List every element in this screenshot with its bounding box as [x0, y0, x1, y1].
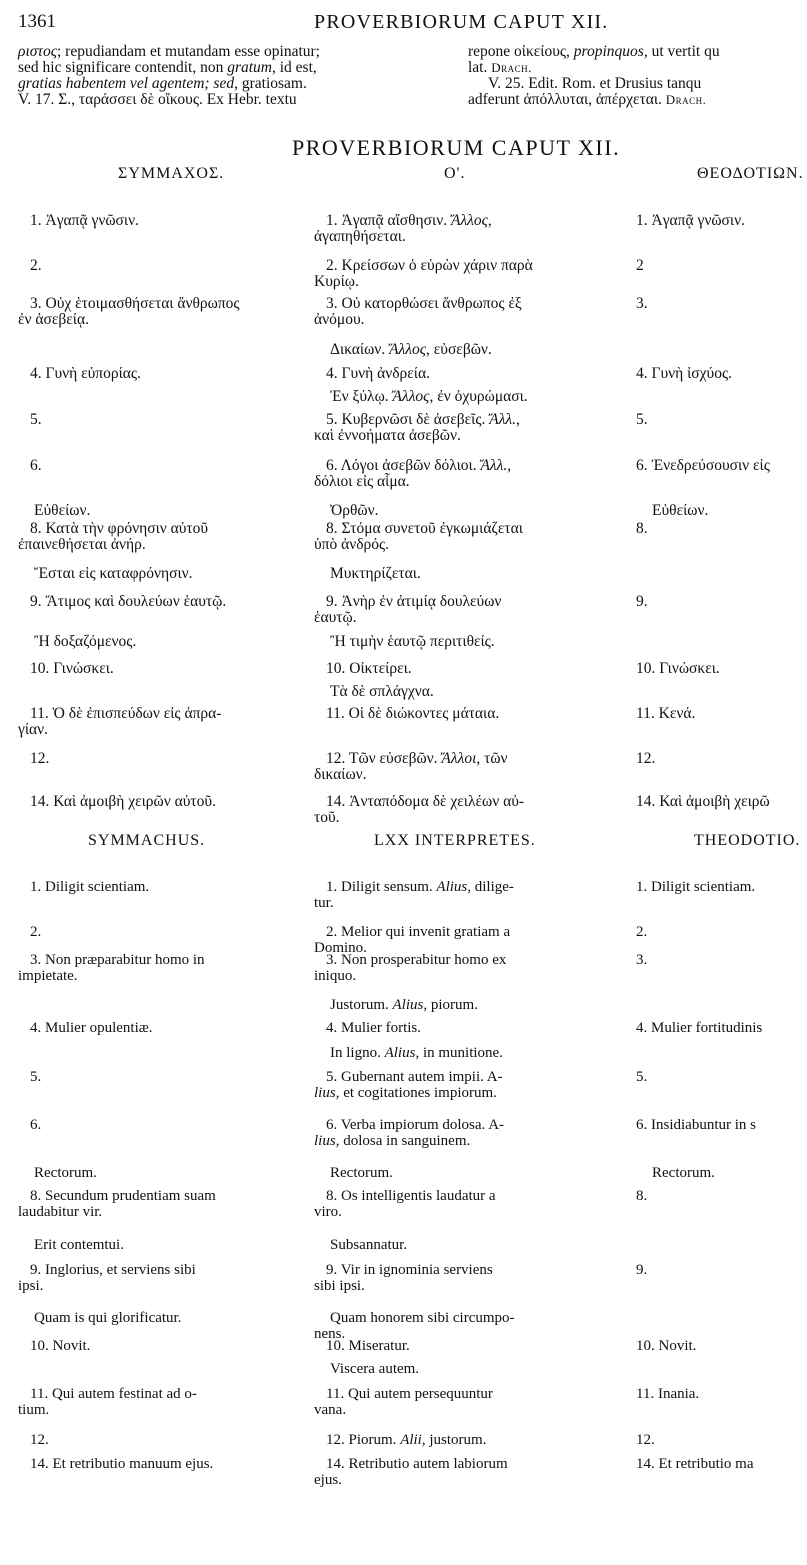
latin-theodotion-entry: [636, 1456, 753, 1472]
entry-line: 14. Καὶ ἀμοιβὴ χειρῶν αὐτοῦ.: [30, 793, 216, 810]
greek-lxx-entry: [314, 566, 421, 582]
greek-theodotion-entry: [636, 661, 720, 677]
entry-line: 9. Inglorius, et serviens sibi: [30, 1262, 196, 1278]
greek-symmachus-entry: [18, 503, 90, 519]
latin-lxx-entry: [314, 1117, 504, 1149]
greek-lxx-entry: [314, 684, 434, 700]
greek-lxx-entry: [314, 412, 520, 444]
alius-italic: lius: [314, 1133, 336, 1149]
entry-line: 12.: [30, 750, 50, 767]
greek-lxx-entry: [314, 503, 379, 519]
entry-text: , εὐσεβῶν.: [426, 341, 492, 358]
entry-line: [314, 1085, 503, 1101]
entry-line: ipsi.: [18, 1278, 44, 1294]
greek-lxx-entry: [314, 594, 501, 626]
latin-lxx-entry: [314, 1262, 493, 1294]
entry-text: ,: [516, 411, 520, 428]
entry-line: nens.: [314, 1326, 346, 1342]
entry-text: , ἐν ὀχυρώμασι.: [429, 388, 528, 405]
latin-theodotion-entry: [636, 1020, 762, 1036]
greek-theodotion-entry: [636, 213, 745, 229]
alius-italic: Ἄλλος: [392, 388, 430, 405]
entry-line: 14. Et retributio manuum ejus.: [30, 1456, 214, 1472]
entry-line: 6. Insidiabuntur in s: [636, 1117, 756, 1133]
entry-line: 4. Γυνὴ ἀνδρεία.: [326, 365, 430, 382]
greek-lxx-entry: [314, 661, 412, 677]
entry-line: 9. Ἀνὴρ ἐν ἀτιμίᾳ δουλεύων: [326, 593, 502, 610]
latin-symmachus-entry: [18, 1020, 153, 1036]
latin-symmachus-entry: [18, 1310, 181, 1326]
entry-line: 3.: [636, 952, 648, 968]
alius-italic: Ἄλλ.: [480, 457, 508, 474]
entry-text: ,: [487, 212, 492, 229]
page-number: 1361: [18, 11, 56, 32]
entry-line: 5.: [30, 411, 42, 428]
entry-line: Viscera autem.: [330, 1361, 420, 1377]
greek-lxx-entry: [314, 296, 522, 328]
latin-lxx-entry: [314, 1237, 407, 1253]
note-italic: gratias habentem vel agentem; sed: [18, 75, 235, 92]
greek-symmachus-entry: [18, 521, 208, 553]
entry-line: 11. Inania.: [636, 1386, 700, 1402]
entry-line: [314, 1432, 486, 1448]
entry-line: 2.: [636, 924, 648, 940]
note-italic: propinquos: [573, 43, 644, 60]
entry-line: 9.: [636, 593, 648, 610]
entry-line: 2. Κρείσσων ὁ εὑρὼν χάριν παρὰ: [326, 257, 533, 274]
greek-lxx-entry: [314, 258, 533, 290]
entry-line: 1. Ἀγαπᾷ γνῶσιν.: [636, 212, 745, 229]
entry-line: 9.: [636, 1262, 648, 1278]
latin-theodotion-entry: [636, 1386, 699, 1402]
entry-line: 10. Miseratur.: [326, 1338, 410, 1354]
latin-symmachus-entry: [18, 1117, 41, 1133]
entry-line: 14. Retributio autem labiorum: [326, 1456, 508, 1472]
latin-symmachus-entry: [18, 1386, 197, 1418]
alius-italic: Alii: [400, 1432, 422, 1448]
greek-theodotion-entry: [636, 458, 770, 474]
alius-italic: Ἄλλος: [389, 341, 427, 358]
latin-symmachus-entry: [18, 1069, 41, 1085]
entry-line: Ἢ τιμὴν ἑαυτῷ περιτιθείς.: [330, 633, 495, 650]
latin-lxx-entry: [314, 1188, 496, 1220]
latin-theodotion-entry: [636, 1432, 655, 1448]
entry-line: δικαίων.: [314, 766, 367, 783]
greek-symmachus-entry: [18, 566, 193, 582]
greek-lxx-entry: [314, 794, 524, 826]
latin-lxx-entry: [314, 1069, 503, 1101]
greek-theodotion-entry: [636, 594, 648, 610]
note-line: [18, 60, 320, 76]
entry-line: tur.: [314, 895, 334, 911]
entry-line: 14. Et retributio ma: [636, 1456, 754, 1472]
entry-line: 10. Οἰκτείρει.: [326, 660, 412, 677]
greek-lxx-entry: [314, 706, 499, 722]
latin-symmachus-entry: [18, 1456, 213, 1472]
latin-symmachus-entry: [18, 924, 41, 940]
entry-text: 12. Piorum.: [326, 1432, 401, 1448]
latin-lxx-entry: [314, 997, 478, 1013]
entry-line: [314, 389, 528, 405]
entry-line: [314, 1133, 504, 1149]
entry-line: 5.: [30, 1069, 42, 1085]
note-italic: gratum: [227, 59, 272, 76]
entry-text: , τῶν: [476, 750, 508, 767]
entry-line: δόλιοι εἰς αἷμα.: [314, 473, 410, 490]
greek-lxx-entry: [314, 366, 430, 382]
entry-line: 12.: [636, 750, 656, 767]
greek-theodotion-entry: [636, 412, 648, 428]
note-line: [468, 44, 720, 60]
entry-line: [314, 751, 508, 767]
note-text: ; repudiandam et mutandam esse opinatur;: [56, 43, 320, 60]
greek-symmachus-entry: [18, 366, 141, 382]
entry-text: 1. Ἀγαπᾷ αἴσθησιν.: [326, 212, 451, 229]
entry-line: Domino.: [314, 940, 367, 956]
entry-line: 8. Os intelligentis laudatur a: [326, 1188, 496, 1204]
greek-symmachus-entry: [18, 296, 240, 328]
latin-symmachus-entry: [18, 879, 149, 895]
entry-line: 11. Ὁ δὲ ἐπισπεύδων εἰς ἀπρα-: [30, 705, 222, 722]
entry-line: 3. Οὐ κατορθώσει ἄνθρωπος ἐξ: [326, 295, 522, 312]
alius-italic: Alius: [392, 997, 424, 1013]
footnote-continuation-left: [18, 44, 320, 108]
entry-text: , dilige-: [467, 879, 514, 895]
latin-theodotion-entry: [636, 952, 647, 968]
latin-theodotion-entry: [636, 1165, 715, 1181]
entry-line: [314, 213, 492, 229]
entry-line: 2.: [30, 924, 42, 940]
greek-theodotion-entry: [636, 296, 648, 312]
latin-theodotion-entry: [636, 879, 755, 895]
greek-lxx-entry: [314, 634, 495, 650]
entry-line: Κυρίῳ.: [314, 273, 359, 290]
greek-lxx-entry: [314, 213, 492, 245]
entry-line: 3.: [636, 295, 648, 312]
entry-text: , et cogitationes impiorum.: [335, 1085, 497, 1101]
latin-symmachus-entry: [18, 952, 205, 984]
latin-theodotion-entry: [636, 1069, 647, 1085]
latin-symmachus-entry: [18, 1188, 216, 1220]
latin-theodotion-entry: [636, 1117, 756, 1133]
entry-line: [314, 997, 478, 1013]
greek-symmachus-entry: [18, 794, 216, 810]
greek-theodotion-entry: [636, 521, 648, 537]
greek-theodotion-entry: [636, 751, 655, 767]
latin-lxx-entry: [314, 1165, 393, 1181]
entry-line: 4. Γυνὴ εὐπορίας.: [30, 365, 141, 382]
entry-line: γίαν.: [18, 721, 49, 738]
note-author: Drach.: [491, 60, 532, 75]
entry-line: Subsannatur.: [330, 1237, 408, 1253]
entry-line: 6.: [30, 1117, 42, 1133]
entry-line: 6. Ἐνεδρεύσουσιν εἰς: [636, 457, 770, 474]
entry-text: Justorum.: [330, 997, 393, 1013]
alius-italic: Ἄλλοι: [441, 750, 477, 767]
greek-symmachus-entry: [18, 258, 42, 274]
entry-line: Ἔσται εἰς καταφρόνησιν.: [34, 565, 193, 582]
entry-line: 5. Gubernant autem impii. A-: [326, 1069, 503, 1085]
entry-line: 14. Καὶ ἀμοιβὴ χειρῶ: [636, 793, 770, 810]
entry-line: 1. Ἀγαπᾷ γνῶσιν.: [30, 212, 139, 229]
entry-line: 10. Novit.: [636, 1338, 697, 1354]
latin-theodotion-entry: [636, 1188, 647, 1204]
note-line: V. 17. Σ., ταράσσει δὲ οἴκους. Ex Hebr. textu: [18, 91, 297, 108]
entry-line: ἀνόμου.: [314, 311, 365, 328]
entry-line: vana.: [314, 1402, 347, 1418]
greek-symmachus-entry: [18, 706, 221, 738]
entry-line: τοῦ.: [314, 809, 340, 826]
alius-italic: Ἄλλ.: [489, 411, 517, 428]
entry-line: 4. Mulier fortitudinis: [636, 1020, 763, 1036]
greek-theodotion-entry: [636, 258, 644, 274]
entry-line: Rectorum.: [34, 1165, 97, 1181]
entry-line: ἐπαινεθήσεται ἀνήρ.: [18, 536, 146, 553]
entry-line: Rectorum.: [330, 1165, 393, 1181]
entry-line: Εὐθείων.: [652, 502, 709, 519]
latin-symmachus-entry: [18, 1262, 196, 1294]
note-line: [18, 44, 320, 60]
entry-line: Μυκτηρίζεται.: [330, 565, 421, 582]
entry-line: Ἢ δοξαζόμενος.: [34, 633, 137, 650]
latin-lxx-entry: [314, 1020, 421, 1036]
entry-text: 1. Diligit sensum.: [326, 879, 437, 895]
latin-lxx-entry: [314, 1386, 493, 1418]
entry-text: 12. Τῶν εὐσεβῶν.: [326, 750, 442, 767]
latin-lxx-entry: [314, 1338, 410, 1354]
entry-line: 11. Οἱ δὲ διώκοντες μάταια.: [326, 705, 500, 722]
entry-line: 8. Secundum prudentiam suam: [30, 1188, 216, 1204]
entry-text: 5. Κυβερνῶσι δὲ ἀσεβεῖς.: [326, 411, 490, 428]
entry-text: , dolosa in sanguinem.: [335, 1133, 471, 1149]
entry-line: Erit contemtui.: [34, 1237, 124, 1253]
entry-line: Εὐθείων.: [34, 502, 91, 519]
latin-symmachus-entry: [18, 1338, 90, 1354]
entry-line: ἀγαπηθήσεται.: [314, 228, 406, 245]
latin-lxx-entry: [314, 952, 506, 984]
header-theodotion-greek: ΘΕΟΔΟΤΙΩΝ.: [697, 165, 804, 182]
entry-line: Quam honorem sibi circumpo-: [330, 1310, 515, 1326]
entry-line: 2.: [30, 257, 42, 274]
latin-lxx-entry: [314, 1432, 486, 1448]
latin-symmachus-entry: [18, 1432, 49, 1448]
note-text: adferunt ἀπόλλυται, ἀπέρχεται.: [468, 91, 666, 108]
entry-line: 5.: [636, 411, 648, 428]
greek-theodotion-entry: [636, 794, 770, 810]
greek-symmachus-entry: [18, 751, 49, 767]
entry-line: [314, 1045, 503, 1061]
header-symmachus-greek: ΣΥΜΜΑΧΟΣ.: [118, 165, 225, 182]
entry-line: ejus.: [314, 1472, 342, 1488]
greek-symmachus-entry: [18, 594, 226, 610]
latin-lxx-entry: [314, 1045, 503, 1061]
alius-italic: lius: [314, 1085, 336, 1101]
entry-line: [314, 412, 520, 428]
entry-line: iniquo.: [314, 968, 357, 984]
entry-text: 6. Λόγοι ἀσεβῶν δόλιοι.: [326, 457, 481, 474]
entry-line: ὑπὸ ἀνδρός.: [314, 536, 390, 553]
entry-line: 1. Diligit scientiam.: [30, 879, 150, 895]
entry-text: , in munitione.: [415, 1045, 503, 1061]
entry-line: [314, 342, 492, 358]
entry-line: Rectorum.: [652, 1165, 715, 1181]
entry-line: 3. Non prosperabitur homo ex: [326, 952, 507, 968]
greek-symmachus-entry: [18, 213, 139, 229]
entry-text: , piorum.: [423, 997, 478, 1013]
header-lxx-greek: Ο'.: [444, 165, 466, 182]
greek-lxx-entry: [314, 342, 492, 358]
entry-line: 8.: [636, 520, 648, 537]
greek-lxx-entry: [314, 751, 508, 783]
alius-italic: Alius: [384, 1045, 416, 1061]
alius-italic: Ἄλλος: [450, 212, 488, 229]
note-greek-word: ριστος: [18, 43, 57, 60]
note-line: [468, 92, 720, 108]
entry-line: 6. Verba impiorum dolosa. A-: [326, 1117, 505, 1133]
note-author: Drach.: [665, 92, 707, 107]
latin-lxx-entry: [314, 1361, 419, 1377]
entry-text: , justorum.: [421, 1432, 487, 1448]
entry-line: sibi ipsi.: [314, 1278, 365, 1294]
note-text: , ut vertit qu: [643, 43, 720, 60]
alius-italic: Alius: [436, 879, 468, 895]
latin-theodotion-entry: [636, 1338, 696, 1354]
entry-line: 4. Mulier fortis.: [326, 1020, 421, 1036]
greek-symmachus-entry: [18, 661, 114, 677]
entry-text: ,: [507, 457, 512, 474]
entry-line: Ὀρθῶν.: [330, 502, 379, 519]
entry-line: impietate.: [18, 968, 78, 984]
entry-line: 3. Non præparabitur homo in: [30, 952, 205, 968]
entry-line: viro.: [314, 1204, 342, 1220]
greek-theodotion-entry: [636, 706, 695, 722]
latin-lxx-entry: [314, 879, 514, 911]
entry-line: 11. Qui autem persequuntur: [326, 1386, 493, 1402]
note-text: , gratiosam.: [234, 75, 307, 92]
chapter-title: PROVERBIORUM CAPUT XII.: [292, 135, 621, 160]
entry-text: Δικαίων.: [330, 341, 390, 358]
entry-line: καὶ ἐννοήματα ἀσεβῶν.: [314, 427, 461, 444]
entry-line: 10. Γινώσκει.: [636, 660, 720, 677]
entry-line: 5.: [636, 1069, 648, 1085]
entry-line: 8.: [636, 1188, 648, 1204]
entry-line: 11. Κενά.: [636, 705, 696, 722]
note-text: repone οἰκείους,: [468, 43, 574, 60]
entry-line: 12.: [636, 1432, 655, 1448]
latin-symmachus-entry: [18, 1237, 124, 1253]
entry-text: In ligno.: [330, 1045, 385, 1061]
entry-line: 1. Diligit scientiam.: [636, 879, 756, 895]
greek-lxx-entry: [314, 521, 523, 553]
entry-line: ἑαυτῷ.: [314, 609, 357, 626]
header-lxx-latin: LXX INTERPRETES.: [374, 832, 536, 849]
entry-line: 11. Qui autem festinat ad o-: [30, 1386, 197, 1402]
note-text: , id est,: [272, 59, 317, 76]
note-text: sed hic significare contendit, non: [18, 59, 228, 76]
greek-symmachus-entry: [18, 458, 42, 474]
entry-line: tium.: [18, 1402, 50, 1418]
entry-line: 10. Novit.: [30, 1338, 91, 1354]
entry-line: 9. Ἄτιμος καὶ δουλεύων ἑαυτῷ.: [30, 593, 227, 610]
note-line: [468, 60, 720, 76]
entry-line: [314, 458, 511, 474]
note-line: V. 25. Edit. Rom. et Drusius tanqu: [488, 75, 702, 92]
note-line: [18, 76, 320, 92]
entry-line: 4. Γυνὴ ἰσχύος.: [636, 365, 732, 382]
entry-line: 4. Mulier opulentiæ.: [30, 1020, 153, 1036]
greek-theodotion-entry: [636, 503, 708, 519]
entry-line: Τὰ δὲ σπλάγχνα.: [330, 683, 434, 700]
footnote-continuation-right: [468, 44, 720, 108]
latin-symmachus-entry: [18, 1165, 97, 1181]
latin-theodotion-entry: [636, 924, 647, 940]
entry-line: 8. Στόμα συνετοῦ ἐγκωμιάζεται: [326, 520, 523, 537]
latin-theodotion-entry: [636, 1262, 647, 1278]
entry-line: ἐν ἀσεβείᾳ.: [18, 311, 89, 328]
entry-line: 14. Ἀνταπόδομα δὲ χειλέων αὐ-: [326, 793, 525, 810]
entry-line: [314, 879, 514, 895]
note-text: lat.: [468, 59, 492, 76]
entry-line: Quam is qui glorificatur.: [34, 1310, 182, 1326]
entry-line: 2. Melior qui invenit gratiam a: [326, 924, 511, 940]
header-symmachus-latin: SYMMACHUS.: [88, 832, 206, 849]
latin-lxx-entry: [314, 1456, 508, 1488]
entry-line: 3. Οὐχ ἑτοιμασθήσεται ἄνθρωπος: [30, 295, 240, 312]
entry-line: 12.: [30, 1432, 49, 1448]
greek-symmachus-entry: [18, 412, 42, 428]
entry-line: 6.: [30, 457, 42, 474]
entry-line: 8. Κατὰ τὴν φρόνησιν αὐτοῦ: [30, 520, 209, 537]
entry-line: 9. Vir in ignominia serviens: [326, 1262, 493, 1278]
greek-symmachus-entry: [18, 634, 136, 650]
entry-line: 10. Γινώσκει.: [30, 660, 114, 677]
greek-lxx-entry: [314, 458, 511, 490]
header-theodotion-latin: THEODOTIO.: [694, 832, 801, 849]
entry-line: 2: [636, 257, 644, 274]
greek-theodotion-entry: [636, 366, 732, 382]
running-head: PROVERBIORUM CAPUT XII.: [314, 11, 609, 33]
greek-lxx-entry: [314, 389, 528, 405]
entry-text: Ἐν ξύλῳ.: [330, 388, 393, 405]
entry-line: laudabitur vir.: [18, 1204, 103, 1220]
